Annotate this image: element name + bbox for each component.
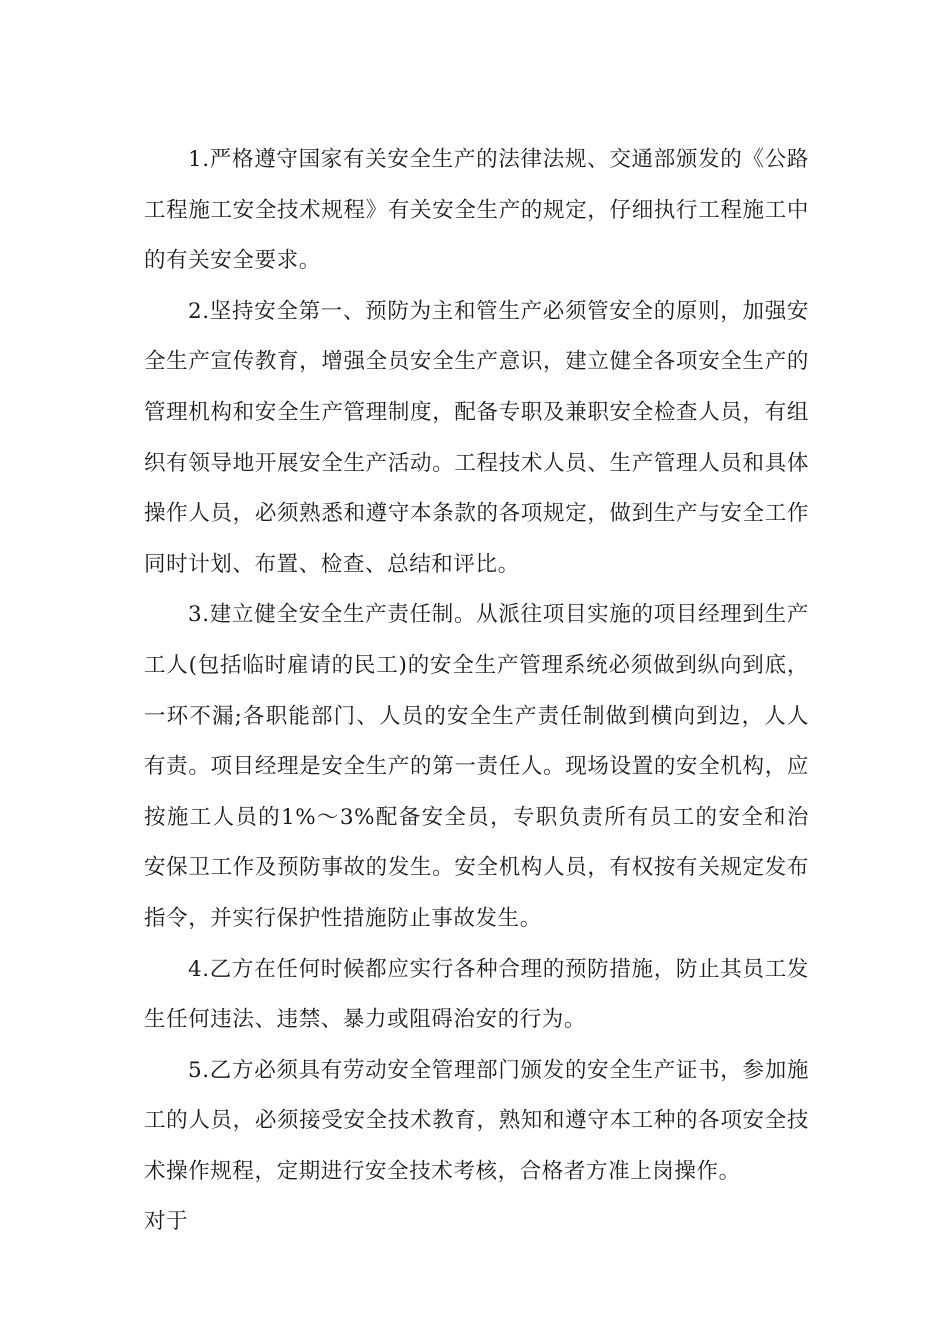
paragraph-2: 2.坚持安全第一、预防为主和管生产必须管安全的原则，加强安全生产宣传教育，增强全员安全生产意识，建立健全各项安全生产的管理机构和安全生产管理制度，配备专职及兼职安全检查人员，有组织有领导地开展安全生产活动。工程技术人员、生产管理人员和具体操作人员，必须熟悉和遵守本条款的各项规定，做到生产与安全工作同时计划、布置、检查、总结和评比。: [144, 298, 809, 577]
paragraph-5: 5.乙方必须具有劳动安全管理部门颁发的安全生产证书，参加施工的人员，必须接受安全技术教育，熟知和遵守本工种的各项安全技术操作规程，定期进行安全技术考核，合格者方准上岗操作。: [144, 1057, 809, 1184]
paragraph-4: 4.乙方在任何时候都应实行各种合理的预防措施，防止其员工发生任何违法、违禁、暴力或阻碍治安的行为。: [144, 956, 809, 1033]
document-body: [144, 135, 809, 1248]
paragraph-3: 3.建立健全安全生产责任制。从派往项目实施的项目经理到生产工人(包括临时雇请的民工)的安全生产管理系统必须做到纵向到底，一环不漏;各职能部门、人员的安全生产责任制做到横向到边，人人有责。项目经理是安全生产的第一责任人。现场设置的安全机构，应按施工人员的1%～3%配备安全员，专职负责所有员工的安全和治安保卫工作及预防事故的发生。安全机构人员，有权按有关规定发布指令，并实行保护性措施防止事故发生。: [144, 602, 809, 931]
trailing-text: 对于: [144, 1209, 189, 1235]
paragraph-1: 1.严格遵守国家有关安全生产的法律法规、交通部颁发的《公路工程施工安全技术规程》有关安全生产的规定，仔细执行工程施工中的有关安全要求。: [144, 147, 809, 274]
